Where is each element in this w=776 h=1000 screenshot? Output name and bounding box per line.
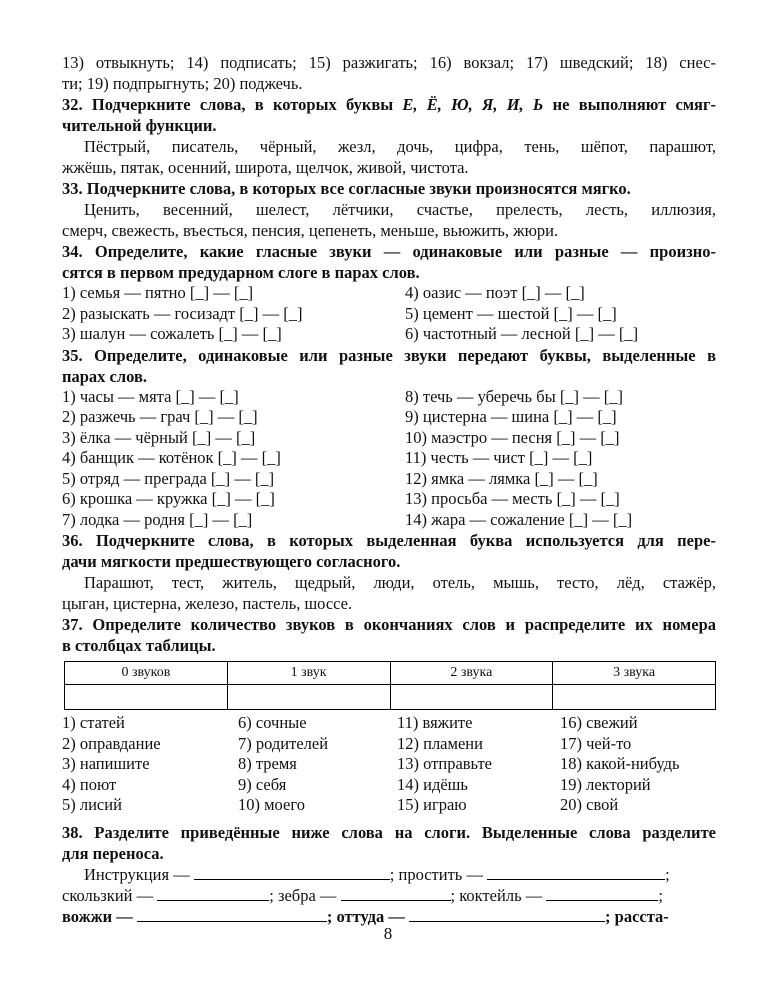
word-list: цыган, цистерна, железо, пастель, шоссе.	[62, 594, 353, 613]
table-header-row	[65, 662, 716, 685]
word-item: 18) какой-нибудь	[560, 754, 680, 773]
word-list: Парашют, тест, житель, щедрый, люди, отель, мышь, тесто, лёд, стажёр,	[84, 573, 716, 592]
word-item: 15) играю	[397, 795, 467, 814]
column-header: 3 звука	[553, 662, 716, 685]
task-34-pairs	[62, 283, 716, 345]
answer-blank[interactable]	[487, 864, 665, 880]
pair-row	[62, 489, 716, 510]
task-36-heading-cont: дачи мягкости предшествующего согласного.	[62, 552, 401, 571]
answer-blank[interactable]	[546, 885, 658, 901]
pair-left: 3) шалун — сожалеть [_] — [_]	[62, 324, 282, 343]
task-38-heading: 38. Разделите приведённые ниже слова на слоги. Выделенные слова разделите	[62, 822, 716, 842]
word-item: 7) родителей	[238, 733, 329, 753]
pair-left: 7) лодка — родня [_] — [_]	[62, 509, 253, 529]
letters-list: Е, Ё, Ю, Я, И, Ь	[402, 95, 544, 114]
word-item: 13) отправьте	[397, 754, 492, 773]
task-37-heading: 37. Определите количество звуков в окончаниях слов и распределите их номера	[62, 615, 716, 634]
word-list: жжёшь, пятак, осенний, широта, щелчок, живой, чистота.	[62, 158, 469, 177]
pair-row	[62, 304, 716, 325]
pair-row	[62, 469, 716, 490]
pair-row	[62, 387, 716, 408]
answer-cell[interactable]	[65, 685, 228, 710]
word-item: 8) тремя	[238, 754, 297, 773]
fill-line: вожжи — ; оттуда — ; расста-	[62, 906, 669, 926]
word-list: смерч, свежесть, въесться, пенсия, цепенеть, меньше, вьюжить, жюри.	[62, 221, 559, 240]
pair-row	[62, 448, 716, 469]
pair-right: 13) просьба — месть [_] — [_]	[405, 489, 620, 508]
text-line: 13) отвыкнуть; 14) подписать; 15) разжигать; 16) вокзал; 17) шведский; 18) снес-	[62, 53, 716, 72]
word-row	[62, 775, 716, 796]
fill-line: скользкий — ; зебра — ; коктейль — ;	[62, 885, 663, 905]
pair-right: 5) цемент — шестой [_] — [_]	[405, 303, 617, 323]
answer-blank[interactable]	[341, 885, 451, 901]
task-32-heading: 32. Подчеркните слова, в которых буквы Е, Ё, Ю, Я, И, Ь не выполняют смяг-	[62, 95, 716, 114]
word-list: Ценить, весенний, шелест, лётчики, счастье, прелесть, лесть, иллюзия,	[84, 200, 716, 219]
answer-blank[interactable]	[409, 906, 605, 922]
pair-left: 4) банщик — котёнок [_] — [_]	[62, 448, 281, 467]
pair-right: 4) оазис — поэт [_] — [_]	[405, 283, 585, 302]
task-37-word-grid	[62, 713, 716, 816]
word-item: 4) поют	[62, 774, 117, 794]
pair-right: 14) жара — сожаление [_] — [_]	[405, 509, 633, 529]
pair-left: 6) крошка — кружка [_] — [_]	[62, 489, 275, 508]
word-item: 11) вяжите	[397, 713, 473, 732]
pair-left: 1) семья — пятно [_] — [_]	[62, 283, 254, 302]
pair-right: 9) цистерна — шина [_] — [_]	[405, 407, 617, 426]
answer-cell[interactable]	[390, 685, 553, 710]
pair-left: 1) часы — мята [_] — [_]	[62, 386, 239, 406]
answer-row	[65, 685, 716, 710]
task-34-heading: 34. Определите, какие гласные звуки — одинаковые или разные — произно-	[62, 242, 716, 261]
pair-left: 2) разыскать — госизадт [_] — [_]	[62, 303, 303, 323]
pair-right: 11) честь — чист [_] — [_]	[405, 448, 593, 467]
task-35-heading: 35. Определите, одинаковые или разные звуки передают буквы, выделенные в	[62, 345, 716, 365]
pair-right: 12) ямка — лямка [_] — [_]	[405, 468, 598, 488]
workbook-page	[62, 52, 716, 927]
fill-line: Инструкция — ; простить — ;	[84, 864, 670, 884]
pair-row	[62, 428, 716, 449]
pair-left: 5) отряд — преграда [_] — [_]	[62, 468, 275, 488]
answer-blank[interactable]	[194, 864, 390, 880]
task-33-heading: 33. Подчеркните слова, в которых все согласные звуки произносятся мягко.	[62, 179, 631, 198]
answer-cell[interactable]	[553, 685, 716, 710]
task-38-heading-cont: для переноса.	[62, 843, 164, 863]
task-37-heading-cont: в столбцах таблицы.	[62, 636, 216, 655]
column-header: 2 звука	[390, 662, 553, 685]
pair-left: 3) ёлка — чёрный [_] — [_]	[62, 427, 256, 447]
text-line: ти; 19) подпрыгнуть; 20) поджечь.	[62, 74, 303, 93]
word-item: 17) чей-то	[560, 733, 632, 753]
word-item: 2) оправдание	[62, 733, 161, 753]
pair-row	[62, 407, 716, 428]
word-item: 9) себя	[238, 774, 287, 794]
word-item: 16) свежий	[560, 713, 638, 732]
word-row	[62, 734, 716, 755]
pair-right: 10) маэстро — песня [_] — [_]	[405, 427, 620, 447]
pair-row	[62, 283, 716, 304]
answer-blank[interactable]	[137, 906, 327, 922]
task-32-heading-cont: чительной функции.	[62, 116, 217, 135]
word-row	[62, 713, 716, 734]
pair-right: 8) течь — уберечь бы [_] — [_]	[405, 386, 624, 406]
task-34-heading-cont: сятся в первом предударном слоге в парах слов.	[62, 263, 420, 282]
word-row	[62, 795, 716, 816]
task-35-heading-cont: парах слов.	[62, 366, 148, 386]
word-item: 5) лисий	[62, 795, 122, 814]
word-item: 1) статей	[62, 713, 125, 732]
word-item: 3) напишите	[62, 754, 150, 773]
column-header: 1 звук	[227, 662, 390, 685]
sound-count-table	[64, 661, 716, 710]
answer-blank[interactable]	[157, 885, 269, 901]
pair-left: 2) разжечь — грач [_] — [_]	[62, 407, 258, 426]
word-item: 14) идёшь	[397, 774, 468, 794]
word-item: 12) пламени	[397, 733, 483, 753]
word-item: 20) свой	[560, 795, 619, 814]
page-number: 8	[383, 924, 393, 943]
word-item: 6) сочные	[238, 713, 307, 732]
task-36-heading: 36. Подчеркните слова, в которых выделенная буква используется для пере-	[62, 531, 716, 550]
word-item: 19) лекторий	[560, 774, 651, 794]
word-item: 10) моего	[238, 795, 305, 814]
answer-cell[interactable]	[227, 685, 390, 710]
task-35-pairs	[62, 387, 716, 531]
word-row	[62, 754, 716, 775]
pair-right: 6) частотный — лесной [_] — [_]	[405, 324, 639, 343]
pair-row	[62, 324, 716, 345]
word-list: Пёстрый, писатель, чёрный, жезл, дочь, цифра, тень, шёпот, парашют,	[84, 137, 716, 156]
column-header: 0 звуков	[65, 662, 228, 685]
pair-row	[62, 510, 716, 531]
